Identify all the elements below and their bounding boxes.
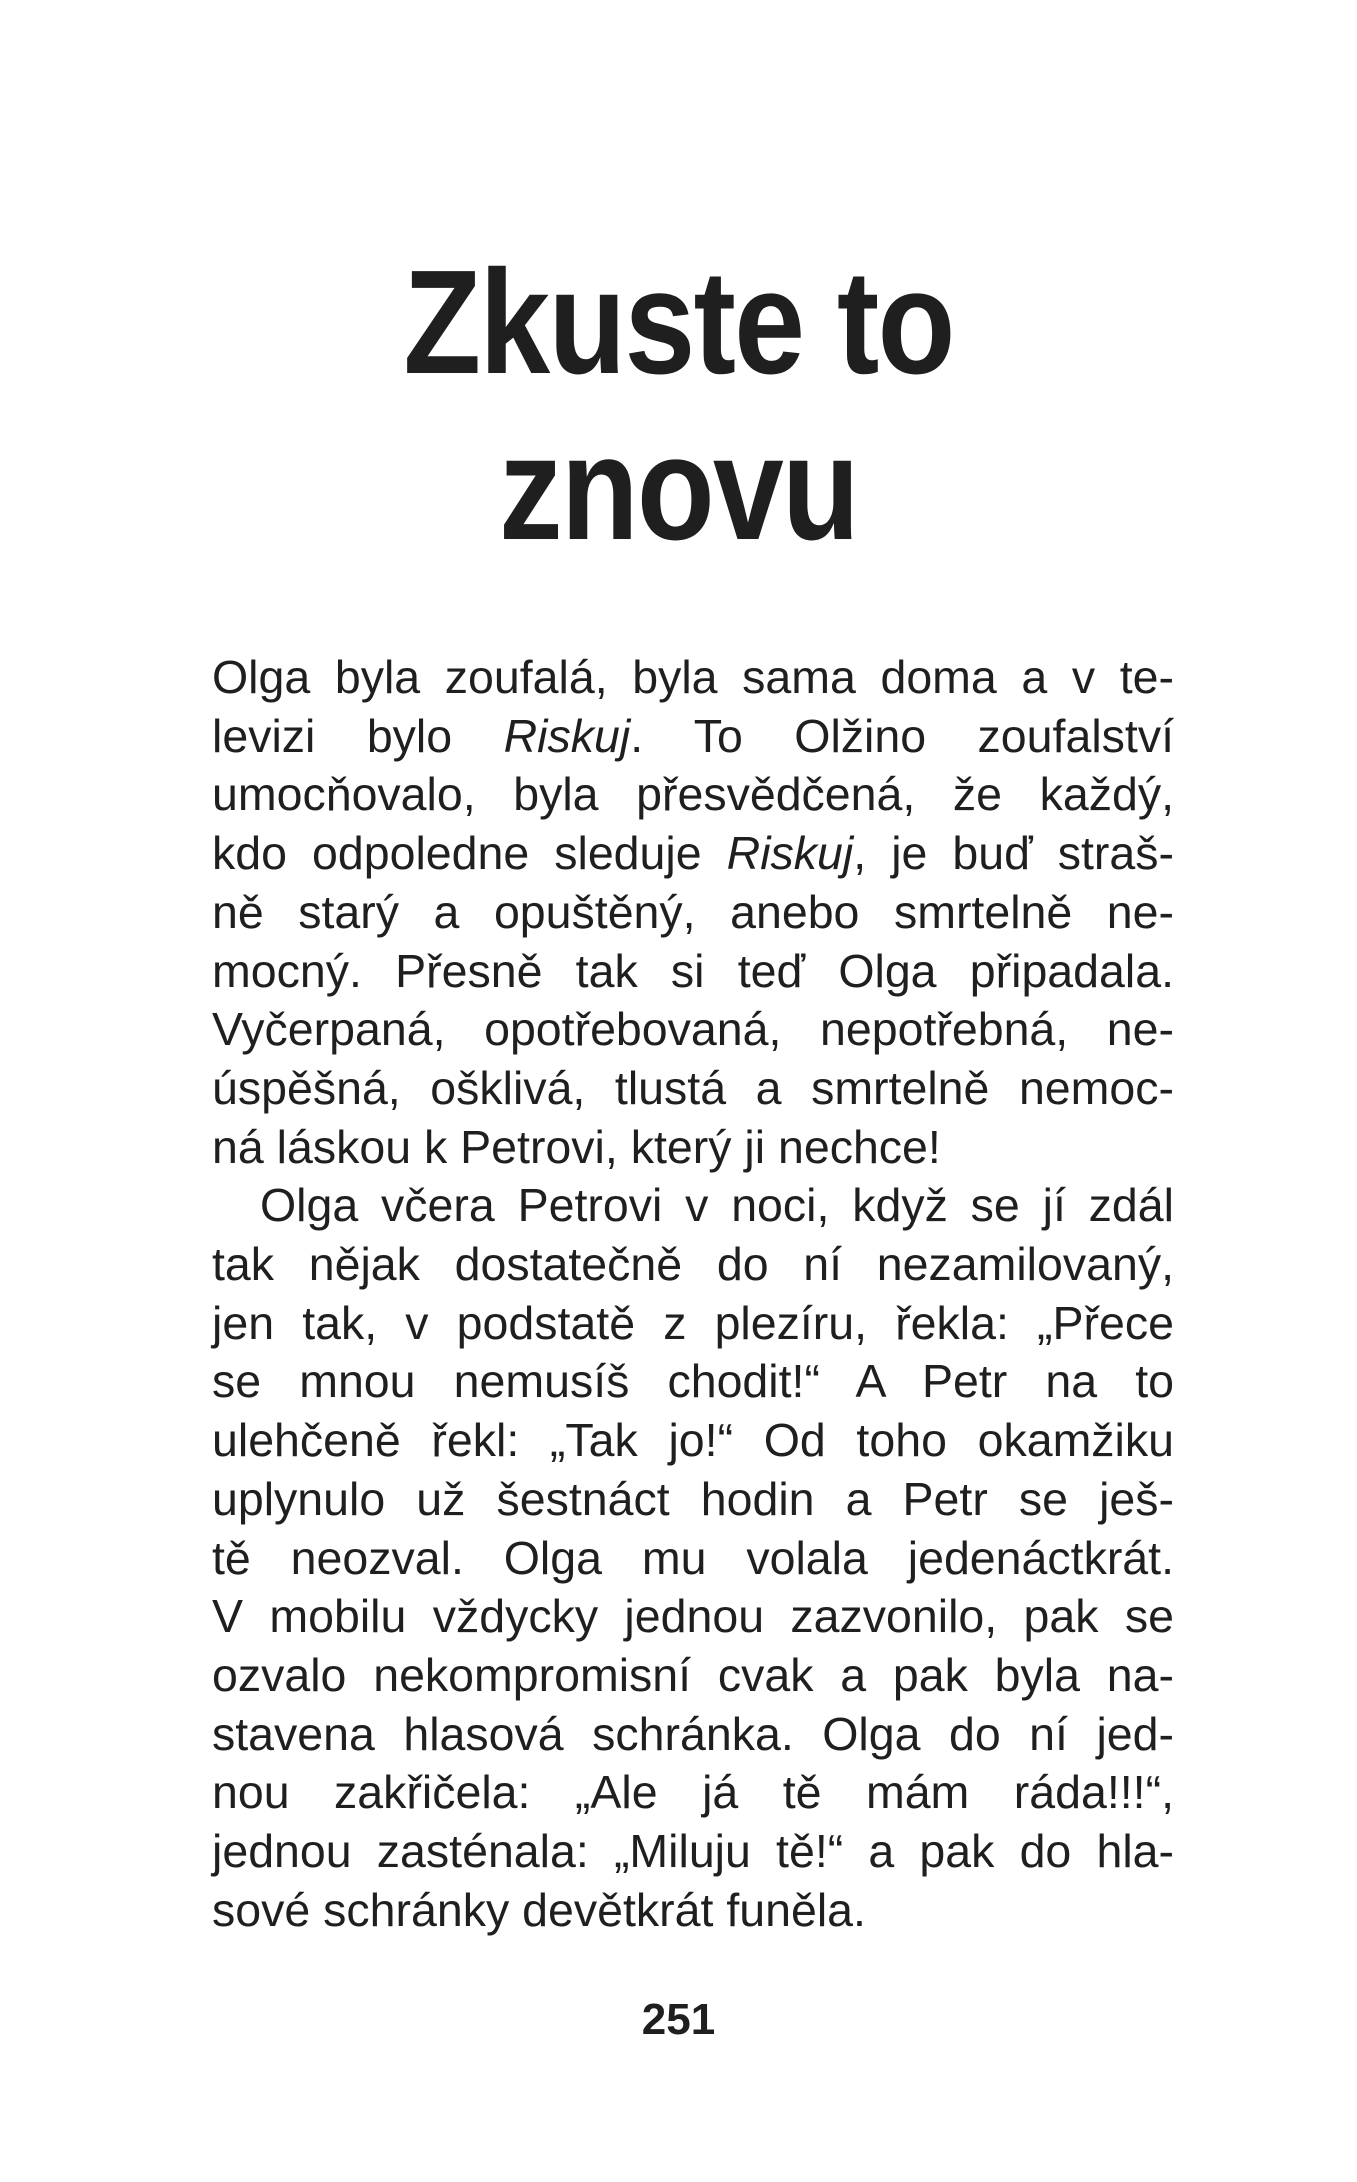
text-line: Olga včera Petrovi v noci, když se jí zdál — [260, 1179, 1174, 1232]
chapter-title — [95, 240, 1262, 572]
page-number: 251 — [641, 1995, 716, 2044]
text-line: V mobilu vždycky jednou zazvonilo, pak se — [212, 1590, 1174, 1643]
text-line: umocňovalo, byla přesvědčená, že každý, — [212, 768, 1174, 821]
text-line: ozvalo nekompromisní cvak a pak byla na- — [212, 1648, 1174, 1701]
text-line: nou zakřičela: „Ale já tě mám ráda!!!“, — [212, 1766, 1174, 1819]
text-line: ulehčeně řekl: „Tak jo!“ Od toho okamžiku — [212, 1414, 1174, 1467]
text-line: tě neozval. Olga mu volala jedenáctkrát. — [212, 1531, 1174, 1584]
text-line: ně starý a opuštěný, anebo smrtelně ne- — [212, 885, 1174, 938]
text-line: se mnou nemusíš chodit!“ A Petr na to — [212, 1355, 1174, 1408]
text-line: ná láskou k Petrovi, který ji nechce! — [212, 1120, 941, 1173]
text-line: mocný. Přesně tak si teď Olga připadala. — [212, 944, 1174, 997]
text-line: úspěšná, ošklivá, tlustá a smrtelně nemoc- — [212, 1061, 1174, 1114]
text-line: sové schránky devětkrát funěla. — [212, 1883, 866, 1936]
chapter-title-line-2: znovu — [498, 406, 859, 571]
text-line: levizi bylo Riskuj. To Olžino zoufalství — [212, 709, 1174, 762]
text-line: stavena hlasová schránka. Olga do ní jed- — [212, 1707, 1174, 1760]
text-line: uplynulo už šestnáct hodin a Petr se ješ- — [212, 1472, 1174, 1525]
text-line: tak nějak dostatečně do ní nezamilovaný, — [212, 1238, 1174, 1291]
text-line: kdo odpoledne sleduje Riskuj, je buď straš- — [212, 827, 1174, 880]
text-line: Olga byla zoufalá, byla sama doma a v te- — [212, 651, 1174, 703]
text-line: jednou zasténala: „Miluju tě!“ a pak do hla- — [212, 1825, 1174, 1878]
show-title-riskuj: Riskuj — [503, 709, 631, 762]
chapter-title-line-1: Zkuste to — [403, 240, 954, 405]
text-line: Vyčerpaná, opotřebovaná, nepotřebná, ne- — [212, 1003, 1174, 1056]
show-title-riskuj: Riskuj — [726, 827, 854, 880]
text-line: jen tak, v podstatě z plezíru, řekla: „Přece — [212, 1296, 1174, 1349]
chapter-body — [212, 648, 1174, 1939]
